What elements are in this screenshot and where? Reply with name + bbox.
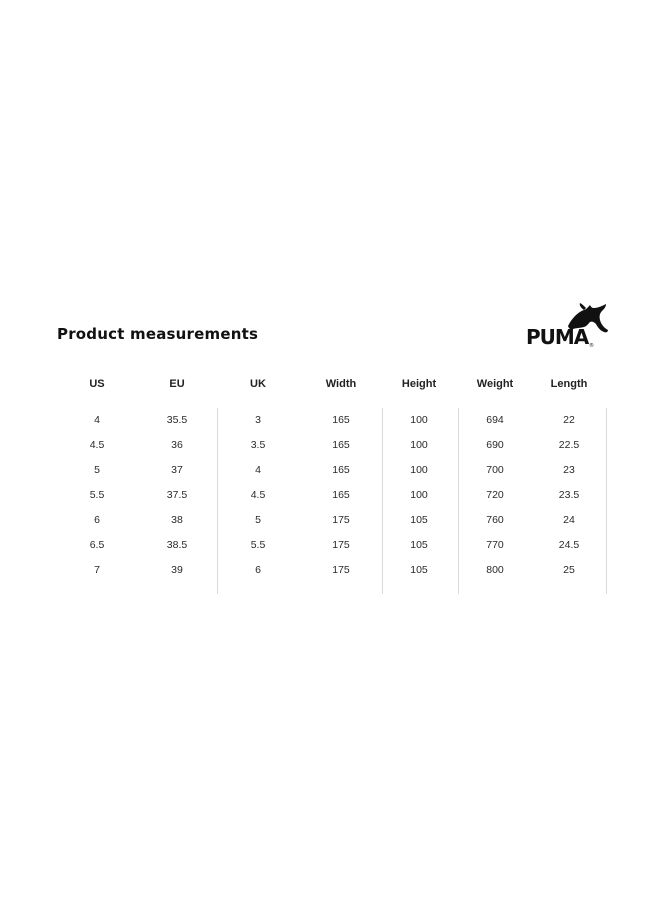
table-cell: 100 [410, 414, 428, 426]
table-cell: 22.5 [558, 439, 580, 451]
column-divider [606, 408, 607, 594]
table-cell: 24 [563, 514, 575, 526]
table-cell: 100 [410, 489, 428, 501]
table-cell: 720 [486, 489, 504, 501]
table-cell: 3 [255, 414, 261, 426]
table-cell: 23.5 [558, 489, 580, 501]
table-cell: 37.5 [166, 489, 188, 501]
table-cell: 165 [332, 464, 350, 476]
table-cell: 770 [486, 539, 504, 551]
table-cell: 760 [486, 514, 504, 526]
column-header-length: Length [550, 378, 588, 390]
column-divider [458, 408, 459, 594]
brand-logo [524, 302, 612, 350]
table-cell: 175 [332, 514, 350, 526]
page-title: Product measurements [57, 325, 259, 343]
table-cell: 5 [255, 514, 261, 526]
table-cell: 6.5 [89, 539, 105, 551]
column-header-uk: UK [250, 378, 266, 390]
table-cell: 105 [410, 539, 428, 551]
table-cell: 100 [410, 439, 428, 451]
column-divider [382, 408, 383, 594]
column-header-width: Width [325, 378, 357, 390]
column-header-height: Height [401, 378, 437, 390]
table-cell: 36 [171, 439, 183, 451]
table-cell: 6 [255, 564, 261, 576]
table-cell: 38 [171, 514, 183, 526]
table-cell: 5.5 [89, 489, 105, 501]
svg-text:®: ® [589, 343, 594, 349]
table-cell: 4 [94, 414, 100, 426]
table-cell: 800 [486, 564, 504, 576]
table-cell: 4 [255, 464, 261, 476]
table-cell: 694 [486, 414, 504, 426]
table-cell: 100 [410, 464, 428, 476]
column-header-us: US [89, 378, 105, 390]
table-cell: 165 [332, 414, 350, 426]
table-cell: 22 [563, 414, 575, 426]
table-cell: 4.5 [89, 439, 105, 451]
table-cell: 700 [486, 464, 504, 476]
table-cell: 6 [94, 514, 100, 526]
table-cell: 37 [171, 464, 183, 476]
column-header-weight: Weight [476, 378, 514, 390]
column-header-eu: EU [169, 378, 185, 390]
svg-text:PUMA: PUMA [526, 325, 589, 349]
table-cell: 175 [332, 539, 350, 551]
table-cell: 3.5 [250, 439, 266, 451]
measurements-table [57, 370, 617, 600]
table-cell: 35.5 [166, 414, 188, 426]
table-cell: 24.5 [558, 539, 580, 551]
table-cell: 7 [94, 564, 100, 576]
table-cell: 25 [563, 564, 575, 576]
table-cell: 39 [171, 564, 183, 576]
table-cell: 23 [563, 464, 575, 476]
column-divider [217, 408, 218, 594]
table-cell: 4.5 [250, 489, 266, 501]
table-cell: 5 [94, 464, 100, 476]
table-cell: 165 [332, 439, 350, 451]
table-cell: 690 [486, 439, 504, 451]
table-cell: 105 [410, 564, 428, 576]
table-cell: 38.5 [166, 539, 188, 551]
puma-logo-icon [524, 302, 612, 350]
table-cell: 175 [332, 564, 350, 576]
table-cell: 165 [332, 489, 350, 501]
table-cell: 5.5 [250, 539, 266, 551]
table-cell: 105 [410, 514, 428, 526]
